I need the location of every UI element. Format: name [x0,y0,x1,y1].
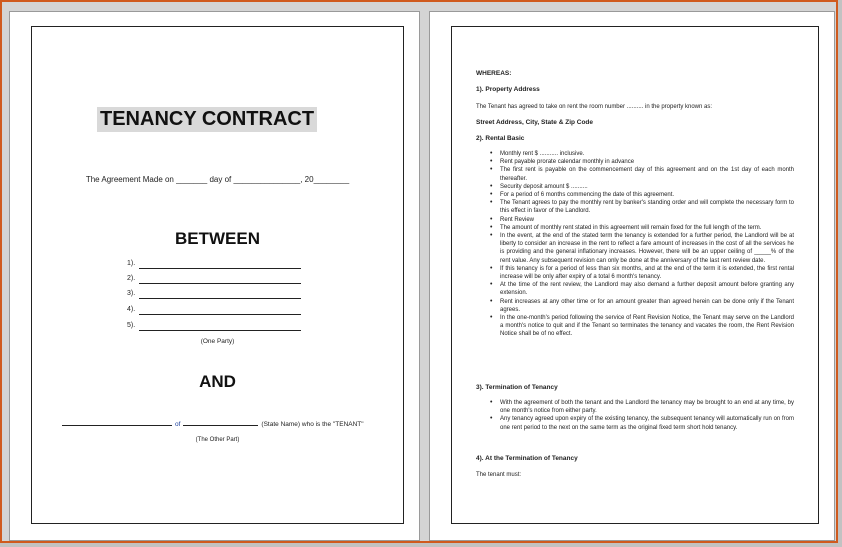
section-2-list-wrap [476,150,794,339]
party-line-2 [127,275,307,285]
section-2-heading: 2). Rental Basic [476,135,525,142]
party-number: 5). [127,322,136,329]
section-3-list-wrap [476,399,794,432]
other-part-label: (The Other Part) [195,437,240,443]
and-heading: AND [199,372,236,391]
section-3-heading: 3). Termination of Tenancy [476,384,558,391]
party-line-1 [127,260,307,270]
list-item: • The Tenant agrees to pay the monthly rent by banker's standing order and will complete the necessary form to this effect in favor of the Landlord. [500,199,794,215]
list-item: • With the agreement of both the tenant and the Landlord the tenancy may be brought to an end at any time, by one month's notice from either party. [500,399,794,415]
list-item: • In the one-month's period following the service of Rent Revision Notice, the Tenant may serve on the Landlord a month's notice to quit and if the Tenant so terminates the tenancy and vacates the room, the Rent Revision Notice shall be of no effect. [500,314,794,339]
section-4-heading: 4). At the Termination of Tenancy [476,455,578,462]
list-item: • The first rent is payable on the commencement day of this agreement and on the 1st day of each month thereafter. [500,166,794,182]
list-item: • The amount of monthly rent stated in this agreement will remain fixed for the full length of the term. [500,224,794,232]
one-party-label: (One Party) [200,338,235,345]
party-number: 3). [127,290,136,297]
list-item: • Rent Review [500,216,794,224]
party-line-5 [127,322,307,332]
list-item: • At the time of the rent review, the Landlord may also demand a further deposit amount before granting any extension. [500,281,794,297]
list-item: • Security deposit amount $ .......... [500,183,794,191]
list-item: • Rent increases at any other time or for an amount greater than agreed herein can be done only if the Tenant agrees. [500,298,794,314]
section-4-text: The tenant must: [476,472,522,478]
page-2 [429,11,835,541]
list-item: • If this tenancy is for a period of less than six months, and at the end of the term it is extended, the first rental increase will be only after expiry of a total 6 month's tenancy. [500,265,794,281]
party-number: 2). [127,275,136,282]
section-3-list [476,399,794,432]
contract-title: TENANCY CONTRACT [97,107,317,132]
between-heading: BETWEEN [175,229,260,248]
page-1 [9,11,420,541]
section-2-list [476,150,794,339]
page-1-border [31,26,404,524]
agreement-date-line: The Agreement Made on _______ day of _______________, 20________ [85,175,350,184]
whereas-heading: WHEREAS: [476,70,512,77]
party-line-3 [127,290,307,300]
section-1-heading: 1). Property Address [476,86,540,93]
list-item: • For a period of 6 months commencing the date of this agreement. [500,191,794,199]
party-line-4 [127,306,307,316]
list-item: • Any tenancy agreed upon expiry of the existing tenancy, the subsequent tenancy will automatically run on from one rent period to the next on the same term as the original fixed term short hold tenancy. [500,415,794,431]
section-1-text: The Tenant has agreed to take on rent the room number .......... in the property known as: [476,104,713,110]
party-number: 4). [127,306,136,313]
of-word: of [175,421,181,428]
property-address: Street Address, City, State & Zip Code [476,119,594,126]
list-item: • Monthly rent $ ........... inclusive. [500,150,794,158]
list-item: • Rent payable prorate calendar monthly in advance [500,158,794,166]
state-name-text: (State Name) who is the "TENANT" [261,421,364,428]
party-number: 1). [127,260,136,267]
page-2-border [451,26,819,524]
list-item: • In the event, at the end of the stated term the tenancy is extended for a further period, the Landlord will be at liberty to consider an increase in the rent to reflect a fare amount of increases in the cost of all the services he is providing and the general inflationary increases. However, there will be an upper ceiling of _____% of the rent value. Any subsequent revision can only be done at the anniversary of the last rent review date. [500,232,794,265]
tenant-line [62,421,364,428]
